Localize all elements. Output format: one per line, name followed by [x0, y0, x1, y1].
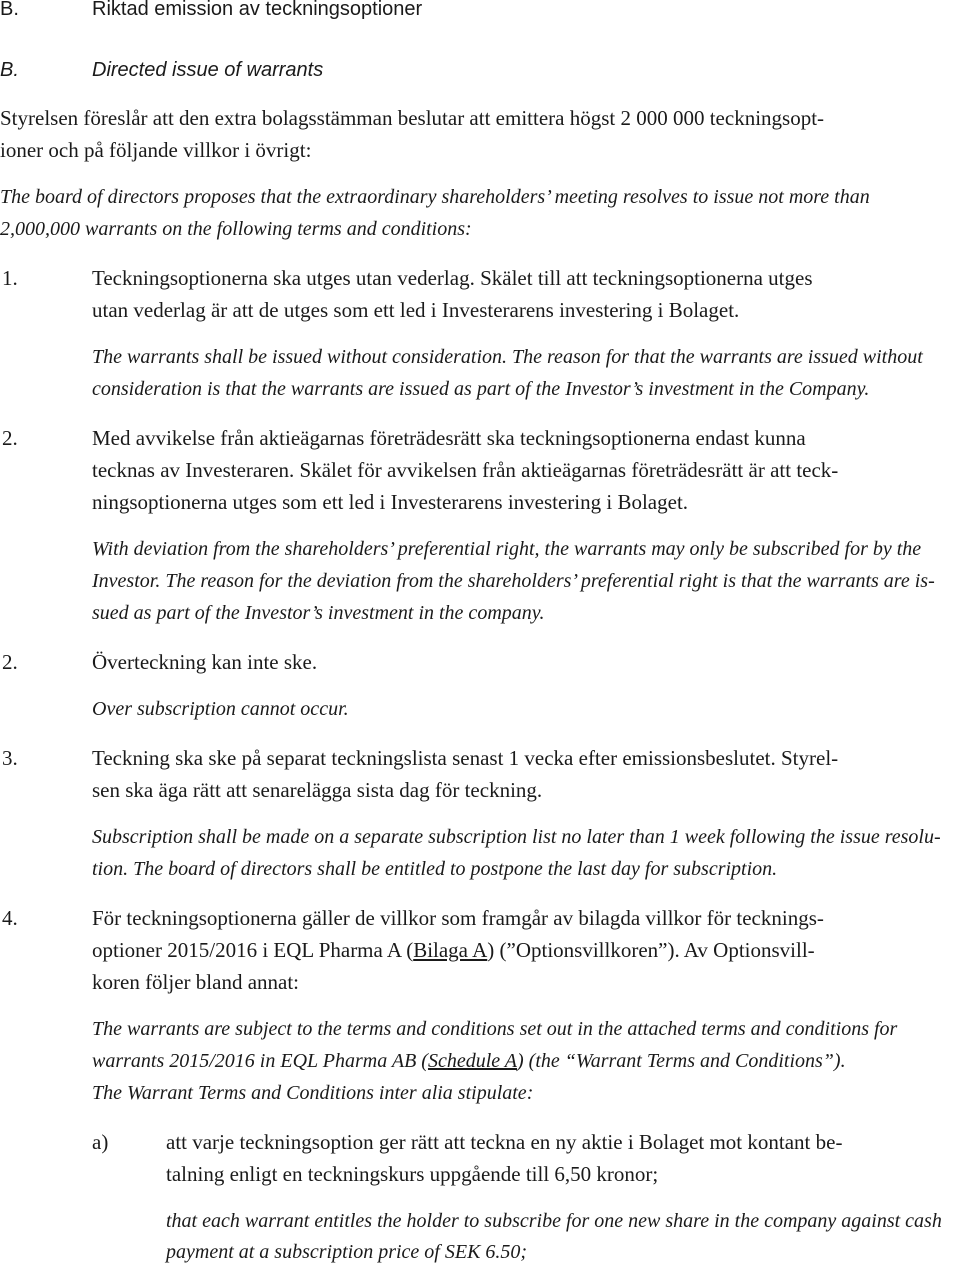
item-2a-en-line-1: With deviation from the shareholders’ preferential right, the warrants may only be subscribed for by the: [92, 538, 922, 560]
item-4-sv-line-3: koren följer bland annat:: [92, 970, 300, 994]
item-2b-number: 2.: [2, 650, 18, 674]
item-4-sv-line-1: För teckningsoptionerna gäller de villkor som framgår av bilagda villkor för tecknings-: [92, 906, 824, 930]
intro-en-line-2: 2,000,000 warrants on the following terms and conditions:: [0, 218, 472, 240]
item-2a-en-line-2: Investor. The reason for the deviation from the shareholders’ preferential right is that the warrants are is-: [92, 570, 935, 592]
section-b-marker-en: B.: [0, 59, 19, 81]
item-1-number: 1.: [2, 266, 18, 290]
item-3-sv-line-2: sen ska äga rätt att senarelägga sista dag för teckning.: [92, 778, 543, 802]
item-4-sv-line-2: [92, 938, 815, 963]
sub-a-en-line-2: payment at a subscription price of SEK 6.50;: [166, 1241, 528, 1263]
item-4-en-line-3: The Warrant Terms and Conditions inter alia stipulate:: [92, 1082, 534, 1104]
item-1-en-line-1: The warrants shall be issued without consideration. The reason for that the warrants are issued without: [92, 346, 923, 368]
section-b-marker-sv: B.: [0, 0, 19, 20]
sub-a-sv-line-2: talning enligt en teckningskurs uppgående till 6,50 kronor;: [166, 1162, 659, 1186]
item-2a-en-line-3: sued as part of the Investor’s investment in the company.: [92, 602, 545, 624]
item-1-sv-line-2: utan vederlag är att de utges som ett led i Investerarens investering i Bolaget.: [92, 298, 740, 322]
section-b-heading-sv: Riktad emission av teckningsoptioner: [92, 0, 423, 20]
item-1-en-line-2: consideration is that the warrants are issued as part of the Investor’s investment in the Company.: [92, 378, 870, 400]
item-4-en-line-1: The warrants are subject to the terms and conditions set out in the attached terms and conditions for: [92, 1018, 898, 1040]
item-4-number: 4.: [2, 906, 18, 930]
item-4-sv-line-2-pre: optioner 2015/2016 i EQL Pharma A (: [92, 938, 414, 962]
intro-sv-line-2: ioner och på följande villkor i övrigt:: [0, 138, 312, 162]
item-2a-sv-line-3: ningsoptionerna utges som ett led i Investerarens investering i Bolaget.: [92, 490, 689, 514]
intro-sv-line-1: Styrelsen föreslår att den extra bolagsstämman beslutar att emittera högst 2 000 000 teckningsopt-: [0, 106, 825, 130]
item-3-sv-line-1: Teckning ska ske på separat teckningslista senast 1 vecka efter emissionsbeslutet. Styrel-: [92, 746, 839, 770]
item-4-en-line-2: [92, 1050, 846, 1073]
item-2a-sv-line-2: tecknas av Investeraren. Skälet för avvikelsen från aktieägarnas företrädesrätt är att teck-: [92, 458, 839, 482]
sub-a-marker: a): [92, 1130, 109, 1154]
item-3-en-line-2: tion. The board of directors shall be entitled to postpone the last day for subscription.: [92, 858, 778, 880]
sub-a-en-line-1: that each warrant entitles the holder to subscribe for one new share in the company against cash: [166, 1210, 942, 1232]
intro-en-line-1: The board of directors proposes that the extraordinary shareholders’ meeting resolves to issue not more than: [0, 186, 870, 208]
item-2a-number: 2.: [2, 426, 18, 450]
item-1-sv-line-1: Teckningsoptionerna ska utges utan vederlag. Skälet till att teckningsoptionerna utges: [92, 266, 813, 290]
bilaga-a-link[interactable]: Bilaga A: [413, 938, 488, 962]
item-2b-sv: Överteckning kan inte ske.: [92, 650, 318, 674]
item-3-number: 3.: [2, 746, 18, 770]
item-3-en-line-1: Subscription shall be made on a separate subscription list no later than 1 week following the issue resolu-: [92, 826, 941, 848]
section-b-heading-en: Directed issue of warrants: [92, 59, 324, 81]
item-2a-sv-line-1: Med avvikelse från aktieägarnas företrädesrätt ska teckningsoptionerna endast kunna: [92, 426, 806, 450]
sub-a-sv-line-1: att varje teckningsoption ger rätt att teckna en ny aktie i Bolaget mot kontant be-: [166, 1130, 843, 1154]
item-4-en-line-2-pre: warrants 2015/2016 in EQL Pharma AB (: [92, 1050, 428, 1072]
item-2b-en: Over subscription cannot occur.: [92, 698, 349, 720]
item-4-sv-line-2-post: ) (”Optionsvillkoren”). Av Optionsvill-: [487, 938, 815, 962]
item-4-en-line-2-post: ) (the “Warrant Terms and Conditions”).: [517, 1050, 846, 1072]
schedule-a-link[interactable]: Schedule A: [427, 1050, 518, 1072]
